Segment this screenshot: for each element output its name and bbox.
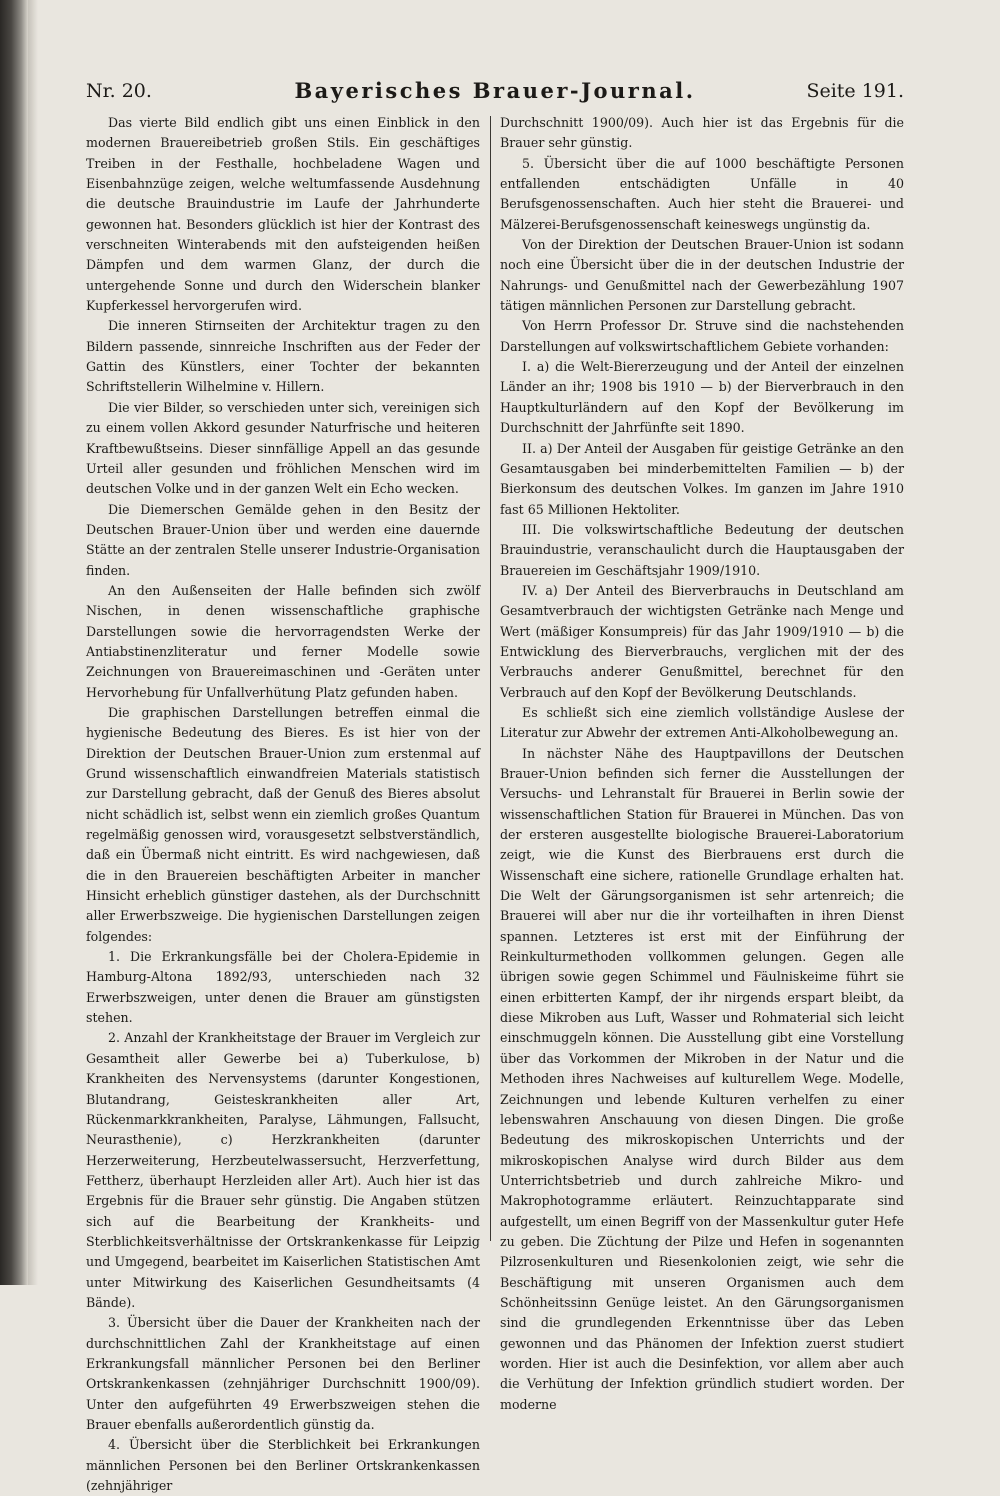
right-column	[500, 113, 904, 1412]
paragraph: Es schließt sich eine ziemlich vollständige Auslese der Literatur zur Abwehr der extremen Anti-Alkoholbewegung an.	[500, 704, 904, 741]
page-number: Seite 191.	[806, 80, 904, 102]
list-item: III. Die volkswirtschaftliche Bedeutung der deutschen Brauindustrie, veranschaulicht durch die Hauptausgaben der Brauereien im Geschäftsjahr 1909/1910.	[500, 521, 904, 578]
left-column	[86, 113, 480, 1494]
paragraph: Die Diemerschen Gemälde gehen in den Besitz der Deutschen Brauer-Union über und werden eine dauernde Stätte an der zentralen Stelle unserer Industrie-Organisation finden.	[86, 501, 480, 578]
book-binding-shadow	[0, 0, 28, 1285]
paragraph: Das vierte Bild endlich gibt uns einen Einblick in den modernen Brauereibetrieb großen Stils. Ein geschäftiges Treiben in der Festhalle, hochbeladene Wagen und Eisenbahnzüge zeigen, welche weltumfassende Ausdehnung die deutsche Brauindustrie im Laufe der Jahrhunderte gewonnen hat. Besonders glücklich ist hier der Kontrast des verschneiten Winterabends mit den aufsteigenden heißen Dämpfen und dem warmen Glanz, der durch die untergehende Sonne und durch den Widerschein blanker Kupferkessel hervorgerufen wird.	[86, 115, 480, 314]
column-divider	[490, 116, 491, 1241]
page-gutter	[28, 0, 38, 1285]
list-item: II. a) Der Anteil der Ausgaben für geistige Getränke an den Gesamtausgaben bei minderbemittelten Familien — b) der Bierkonsum des deutschen Volkes. Im ganzen im Jahre 1910 fast 65 Millionen Hektoliter.	[500, 440, 904, 517]
list-item: 4. Übersicht über die Sterblichkeit bei Erkrankungen männlichen Personen bei den Berliner Ortskrankenkassen (zehnjähriger	[86, 1437, 480, 1494]
list-item: 3. Übersicht über die Dauer der Krankheiten nach der durchschnittlichen Zahl der Krankheitstage auf einen Erkrankungsfall männlicher Personen bei den Berliner Ortskrankenkassen (zehnjähriger Durchschnitt 1900/09). Unter den aufgeführten 49 Erwerbszweigen stehen die Brauer ebenfalls außerordentlich günstig da.	[86, 1315, 480, 1432]
list-item: I. a) die Welt-Biererzeugung und der Anteil der einzelnen Länder an ihr; 1908 bis 1910 — b) der Bierverbrauch in den Hauptkulturländern auf den Kopf der Bevölkerung im Durchschnitt der Jahrfünfte seit 1890.	[500, 359, 904, 436]
list-item: IV. a) Der Anteil des Bierverbrauchs in Deutschland am Gesamtverbrauch der wichtigsten Getränke nach Menge und Wert (mäßiger Konsumpreis) für das Jahr 1909/1910 — b) die Entwicklung des Bierverbrauchs, verglichen mit der des Verbrauchs anderer Genußmittel, berechnet für den Verbrauch auf den Kopf der Bevölkerung Deutschlands.	[500, 582, 904, 700]
paragraph: Von der Direktion der Deutschen Brauer-Union ist sodann noch eine Übersicht über die in der deutschen Industrie der Nahrungs- und Genußmittel nach der Gewerbezählung 1907 tätigen männlichen Personen zur Darstellung gebracht.	[500, 237, 904, 314]
page-header	[86, 78, 904, 114]
list-item: 1. Die Erkrankungsfälle bei der Cholera-Epidemie in Hamburg-Altona 1892/93, unterschieden nach 32 Erwerbszweigen, unter denen die Brauer am günstigsten stehen.	[86, 949, 480, 1026]
issue-number: Nr. 20.	[86, 80, 152, 102]
list-item: 2. Anzahl der Krankheitstage der Brauer im Vergleich zur Gesamtheit aller Gewerbe bei a) Tuberkulose, b) Krankheiten des Nervensystems (darunter Kongestionen, Blutandrang, Geisteskrankheiten aller Art, Rückenmarkkrankheiten, Paralyse, Lähmungen, Fallsucht, Neurasthenie), c) Herzkrankheiten (darunter Herzerweiterung, Herzbeutelwassersucht, Herzverfettung, Fettherz, überhaupt Herzleiden aller Art). Auch hier ist das Ergebnis für die Brauer sehr günstig. Die Angaben stützen sich auf die Bearbeitung der Krankheits- und Sterblichkeitsverhältnisse der Ortskrankenkasse für Leipzig und Umgegend, bearbeitet im Kaiserlichen Statistischen Amt unter Mitwirkung des Kaiserlichen Gesundheitsamts (4 Bände).	[86, 1030, 480, 1310]
paragraph-continuation: Durchschnitt 1900/09). Auch hier ist das Ergebnis für die Brauer sehr günstig.	[500, 115, 904, 151]
paragraph: Die vier Bilder, so verschieden unter sich, vereinigen sich zu einem vollen Akkord gesunder Naturfrische und heiteren Kraftbewußtseins. Dieser sinnfällige Appell an das gesunde Urteil aller gesunden und fröhlichen Menschen wird im deutschen Volke und in der ganzen Welt ein Echo wecken.	[86, 399, 480, 497]
paragraph: Die graphischen Darstellungen betreffen einmal die hygienische Bedeutung des Bieres. Es ist hier von der Direktion der Deutschen Brauer-Union zum erstenmal auf Grund wissenschaftlich einwandfreien Materials statistisch zur Darstellung gebracht, daß der Genuß des Bieres absolut nicht schädlich ist, selbst wenn ein ziemlich großes Quantum regelmäßig genossen wird, vorausgesetzt selbstverständlich, daß ein Übermaß nicht eintritt. Es wird nachgewiesen, daß die in den Brauereien beschäftigten Arbeiter in mancher Hinsicht erheblich günstiger dastehen, als der Durchschnitt aller Erwerbszweige. Die hygienischen Darstellungen zeigen folgendes:	[86, 704, 480, 944]
paragraph: In nächster Nähe des Hauptpavillons der Deutschen Brauer-Union befinden sich ferner die Ausstellungen der Versuchs- und Lehranstalt für Brauerei in Berlin sowie der wissenschaftlichen Station für Brauerei in München. Das von der ersteren ausgestellte biologische Brauerei-Laboratorium zeigt, wie die Kunst des Bierbrauens erst durch die Wissenschaft eine sichere, rationelle Grundlage erhalten hat. Die Welt der Gärungsorganismen ist sehr artenreich; die Brauerei will aber nur die ihr vorteilhaften in ihren Dienst spannen. Letzteres ist erst mit der Einführung der Reinkulturmethoden vollkommen gelungen. Gegen alle übrigen sowie gegen Schimmel und Fäulniskeime führt sie einen erbitterten Kampf, der ihr nirgends erspart bleibt, da diese Mikroben aus Luft, Wasser und Rohmaterial sich leicht einschmuggeln können. Die Ausstellung gibt eine Vorstellung über das Vorkommen der Mikroben in der Natur und die Methoden ihres Nachweises auf kulturellem Wege. Modelle, Zeichnungen und lebende Kulturen verhelfen zu einer lebenswahren Anschauung von diesen Dingen. Die große Bedeutung des mikroskopischen Unterrichts und der mikroskopischen Analyse wird durch Bilder aus dem Unterrichtsbetrieb und durch zahlreiche Mikro- und Makrophotogramme erläutert. Reinzuchtapparate sind aufgestellt, um einen Begriff von der Massenkultur guter Hefe zu geben. Die Züchtung der Pilze und Hefen in sogenannten Pilzrosenkulturen und Riesenkolonien zeigt, wie sehr die Beschäftigung mit unseren Organismen auch dem Schönheitssinn Genüge leistet. An den Gärungsorganismen sind die grundlegenden Erkenntnisse über das Leben gewonnen und das Phänomen der Infektion zuerst studiert worden. Hier ist auch die Desinfektion, vor allem aber auch die Verhütung der Infektion gründlich studiert worden. Der moderne	[500, 745, 904, 1412]
paragraph: Von Herrn Professor Dr. Struve sind die nachstehenden Darstellungen auf volkswirtschaftlichem Gebiete vorhanden:	[500, 318, 904, 354]
list-item: 5. Übersicht über die auf 1000 beschäftigte Personen entfallenden entschädigten Unfälle in 40 Berufsgenossenschaften. Auch hier steht die Brauerei- und Mälzerei-Berufsgenossenschaft keineswegs ungünstig da.	[500, 155, 904, 232]
journal-title: Bayerisches Brauer-Journal.	[294, 78, 696, 103]
paragraph: An den Außenseiten der Halle befinden sich zwölf Nischen, in denen wissenschaftliche graphische Darstellungen sowie die hervorragendsten Werke der Antiabstinenzliteratur und ferner Modelle sowie Zeichnungen von Brauereimaschinen und -Geräten unter Hervorhebung für Unfallverhütung Platz gefunden haben.	[86, 582, 480, 700]
paragraph: Die inneren Stirnseiten der Architektur tragen zu den Bildern passende, sinnreiche Inschriften aus der Feder der Gattin des Künstlers, einer Tochter der bekannten Schriftstellerin Wilhelmine v. Hillern.	[86, 318, 480, 395]
